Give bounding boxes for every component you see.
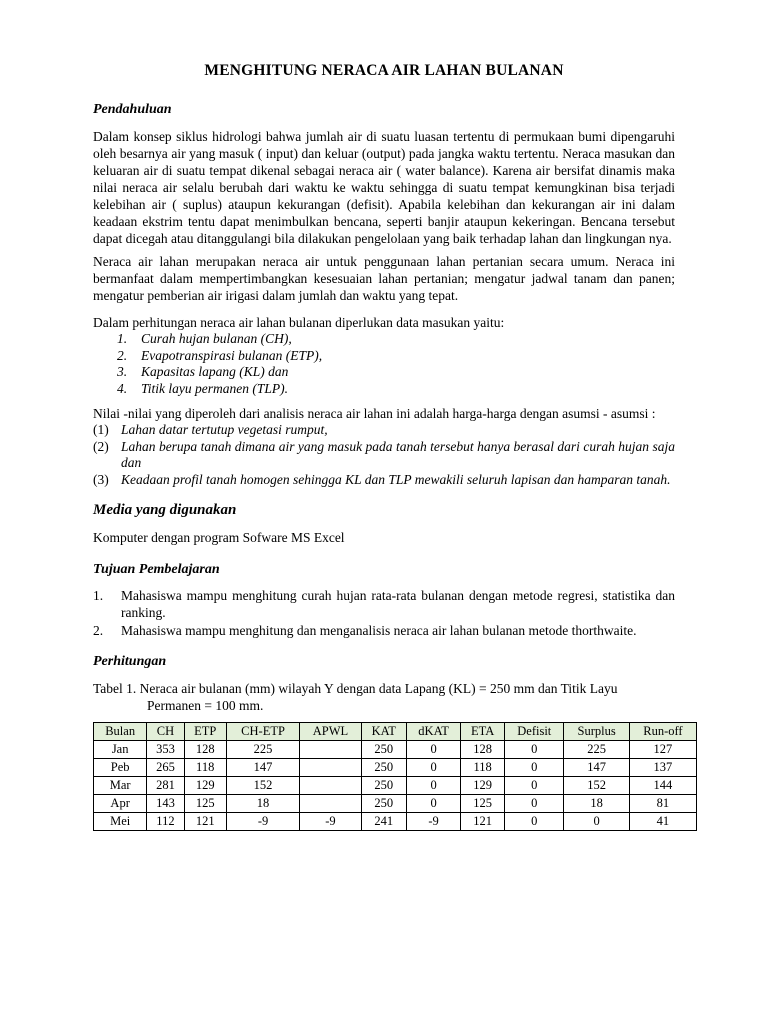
table-cell: 129	[184, 776, 226, 794]
table-row	[94, 812, 697, 830]
table-cell: 250	[361, 794, 406, 812]
table-cell: 18	[564, 794, 629, 812]
table-cell: 0	[406, 776, 460, 794]
table-caption-line-2: Permanen = 100 mm.	[147, 697, 264, 713]
inputs-list	[117, 331, 675, 397]
list-item	[117, 381, 675, 398]
media-text: Komputer dengan program Sofware MS Excel	[93, 530, 345, 545]
table-cell: Jan	[94, 740, 147, 758]
table-cell: 152	[226, 776, 299, 794]
column-header: Surplus	[564, 722, 629, 740]
table-cell	[300, 776, 361, 794]
document-page	[93, 62, 683, 831]
table-cell: 41	[629, 812, 696, 830]
intro-paragraph-2: Neraca air lahan merupakan neraca air untuk penggunaan lahan pertanian secara umum. Neraca ini bermanfaat dalam mempertimbangkan kesesuaian lahan pertanian; mengatur jadwal tanam dan panen; mengatur pemberian air irigasi dalam jumlah dan waktu yang tepat.	[93, 254, 675, 303]
column-header: CH-ETP	[226, 722, 299, 740]
list-item	[93, 588, 675, 621]
table-cell: 118	[184, 758, 226, 776]
assumptions-list	[93, 422, 675, 488]
table-cell: 250	[361, 740, 406, 758]
list-item	[117, 348, 675, 365]
column-header: ETA	[461, 722, 505, 740]
table-cell: 0	[505, 758, 564, 776]
table-cell	[300, 758, 361, 776]
column-header: dKAT	[406, 722, 460, 740]
list-item	[117, 331, 675, 348]
assumptions-intro: Nilai -nilai yang diperoleh dari analisis neraca air lahan ini adalah harga-harga dengan asumsi - asumsi :	[93, 406, 656, 421]
list-number: 3.	[117, 364, 128, 379]
table-cell: 225	[564, 740, 629, 758]
table-cell: 147	[226, 758, 299, 776]
list-text: Mahasiswa mampu menghitung dan menganalisis neraca air lahan bulanan metode thorthwaite.	[121, 623, 637, 638]
table-row	[94, 794, 697, 812]
column-header: CH	[147, 722, 184, 740]
list-text: Curah hujan bulanan (CH),	[141, 331, 292, 346]
table-cell	[300, 740, 361, 758]
list-text: Kapasitas lapang (KL) dan	[141, 364, 289, 379]
table-cell: 265	[147, 758, 184, 776]
water-balance-table	[93, 722, 697, 831]
list-number: (1)	[93, 422, 109, 437]
column-header: Bulan	[94, 722, 147, 740]
list-number: 1.	[93, 588, 104, 603]
list-text: Mahasiswa mampu menghitung curah hujan rata-rata bulanan dengan metode regresi, statistika dan ranking.	[121, 588, 675, 620]
column-header: Run-off	[629, 722, 696, 740]
table-cell: 0	[505, 776, 564, 794]
table-cell: 143	[147, 794, 184, 812]
table-row	[94, 776, 697, 794]
inputs-intro: Dalam perhitungan neraca air lahan bulanan diperlukan data masukan yaitu:	[93, 315, 505, 330]
table-cell: 0	[406, 740, 460, 758]
table-cell: 281	[147, 776, 184, 794]
list-text: Titik layu permanen (TLP).	[141, 380, 288, 396]
list-number: 2.	[93, 623, 104, 638]
table-cell: Peb	[94, 758, 147, 776]
table-cell: 81	[629, 794, 696, 812]
table-caption-line-1: Tabel 1. Neraca air bulanan (mm) wilayah Y dengan data Lapang (KL) = 250 mm dan Titik Layu	[93, 680, 618, 696]
table-cell: 0	[564, 812, 629, 830]
column-header: ETP	[184, 722, 226, 740]
table-cell: -9	[226, 812, 299, 830]
table-cell: 0	[406, 794, 460, 812]
table-cell: 137	[629, 758, 696, 776]
table-cell: 0	[505, 740, 564, 758]
table-cell: Apr	[94, 794, 147, 812]
table-cell: Mar	[94, 776, 147, 794]
table-cell: 241	[361, 812, 406, 830]
table-cell: 250	[361, 776, 406, 794]
document-title: MENGHITUNG NERACA AIR LAHAN BULANAN	[204, 62, 564, 79]
table-cell: 121	[461, 812, 505, 830]
table-cell: Mei	[94, 812, 147, 830]
column-header: APWL	[300, 722, 361, 740]
intro-heading: Pendahuluan	[93, 102, 172, 117]
list-text: Evapotranspirasi bulanan (ETP),	[141, 347, 323, 363]
calc-heading: Perhitungan	[93, 653, 167, 669]
table-cell: 128	[184, 740, 226, 758]
table-cell: 147	[564, 758, 629, 776]
table-cell: 125	[184, 794, 226, 812]
table-cell: -9	[300, 812, 361, 830]
table-row	[94, 758, 697, 776]
table-row	[94, 740, 697, 758]
intro-paragraph-1: Dalam konsep siklus hidrologi bahwa jumlah air di suatu luasan tertentu di permukaan bumi dipengaruhi oleh besarnya air yang masuk ( input) dan keluar (output) pada jangka waktu tertentu. Neraca masukan dan keluaran air di suatu tempat dikenal sebagai neraca air ( water balance). Karena air bersifat dinamis maka nilai neraca air selalu berubah dari waktu ke waktu sehingga di suatu tempat kemungkinan bisa terjadi kelebihan air ( suplus) ataupun kekurangan (defisit). Apabila kelebihan dan kekurangan air ini dalam keadaan ekstrim tentu dapat menimbulkan bencana, seperti banjir ataupun kekeringan. Bencana tersebut dapat dicegah atau ditanggulangi bila dilakukan pengelolaan yang baik terhadap lahan dan lingkungan nya.	[93, 129, 675, 246]
list-number: 1.	[117, 331, 128, 346]
list-number: (2)	[93, 438, 109, 454]
table-header-row	[94, 722, 697, 740]
table-cell: 225	[226, 740, 299, 758]
table-cell: 152	[564, 776, 629, 794]
list-text: Lahan datar tertutup vegetasi rumput,	[121, 422, 328, 437]
table-caption	[93, 680, 675, 714]
table-cell: 112	[147, 812, 184, 830]
list-number: 4.	[117, 380, 128, 396]
table-cell: 18	[226, 794, 299, 812]
table-cell: 0	[505, 794, 564, 812]
table-cell: 127	[629, 740, 696, 758]
list-item	[93, 472, 675, 489]
list-item	[93, 439, 675, 472]
table-cell: 121	[184, 812, 226, 830]
table-cell: 129	[461, 776, 505, 794]
table-cell: -9	[406, 812, 460, 830]
table-cell: 118	[461, 758, 505, 776]
list-item	[93, 422, 675, 439]
media-heading: Media yang digunakan	[93, 502, 237, 518]
column-header: KAT	[361, 722, 406, 740]
list-text: Keadaan profil tanah homogen sehingga KL dan TLP mewakili seluruh lapisan dan hamparan tanah.	[121, 471, 671, 487]
table-cell: 0	[505, 812, 564, 830]
list-number: 2.	[117, 347, 128, 363]
table-cell: 125	[461, 794, 505, 812]
table-cell: 0	[406, 758, 460, 776]
table-cell: 144	[629, 776, 696, 794]
column-header: Defisit	[505, 722, 564, 740]
table-cell	[300, 794, 361, 812]
table-cell: 250	[361, 758, 406, 776]
table-cell: 128	[461, 740, 505, 758]
list-item	[117, 364, 675, 381]
list-item	[93, 623, 675, 640]
goals-heading: Tujuan Pembelajaran	[93, 562, 220, 577]
list-text: Lahan berupa tanah dimana air yang masuk pada tanah tersebut hanya berasal dari curah hujan saja dan	[121, 438, 675, 470]
list-number: (3)	[93, 471, 109, 487]
goals-list	[93, 588, 675, 640]
table-cell: 353	[147, 740, 184, 758]
